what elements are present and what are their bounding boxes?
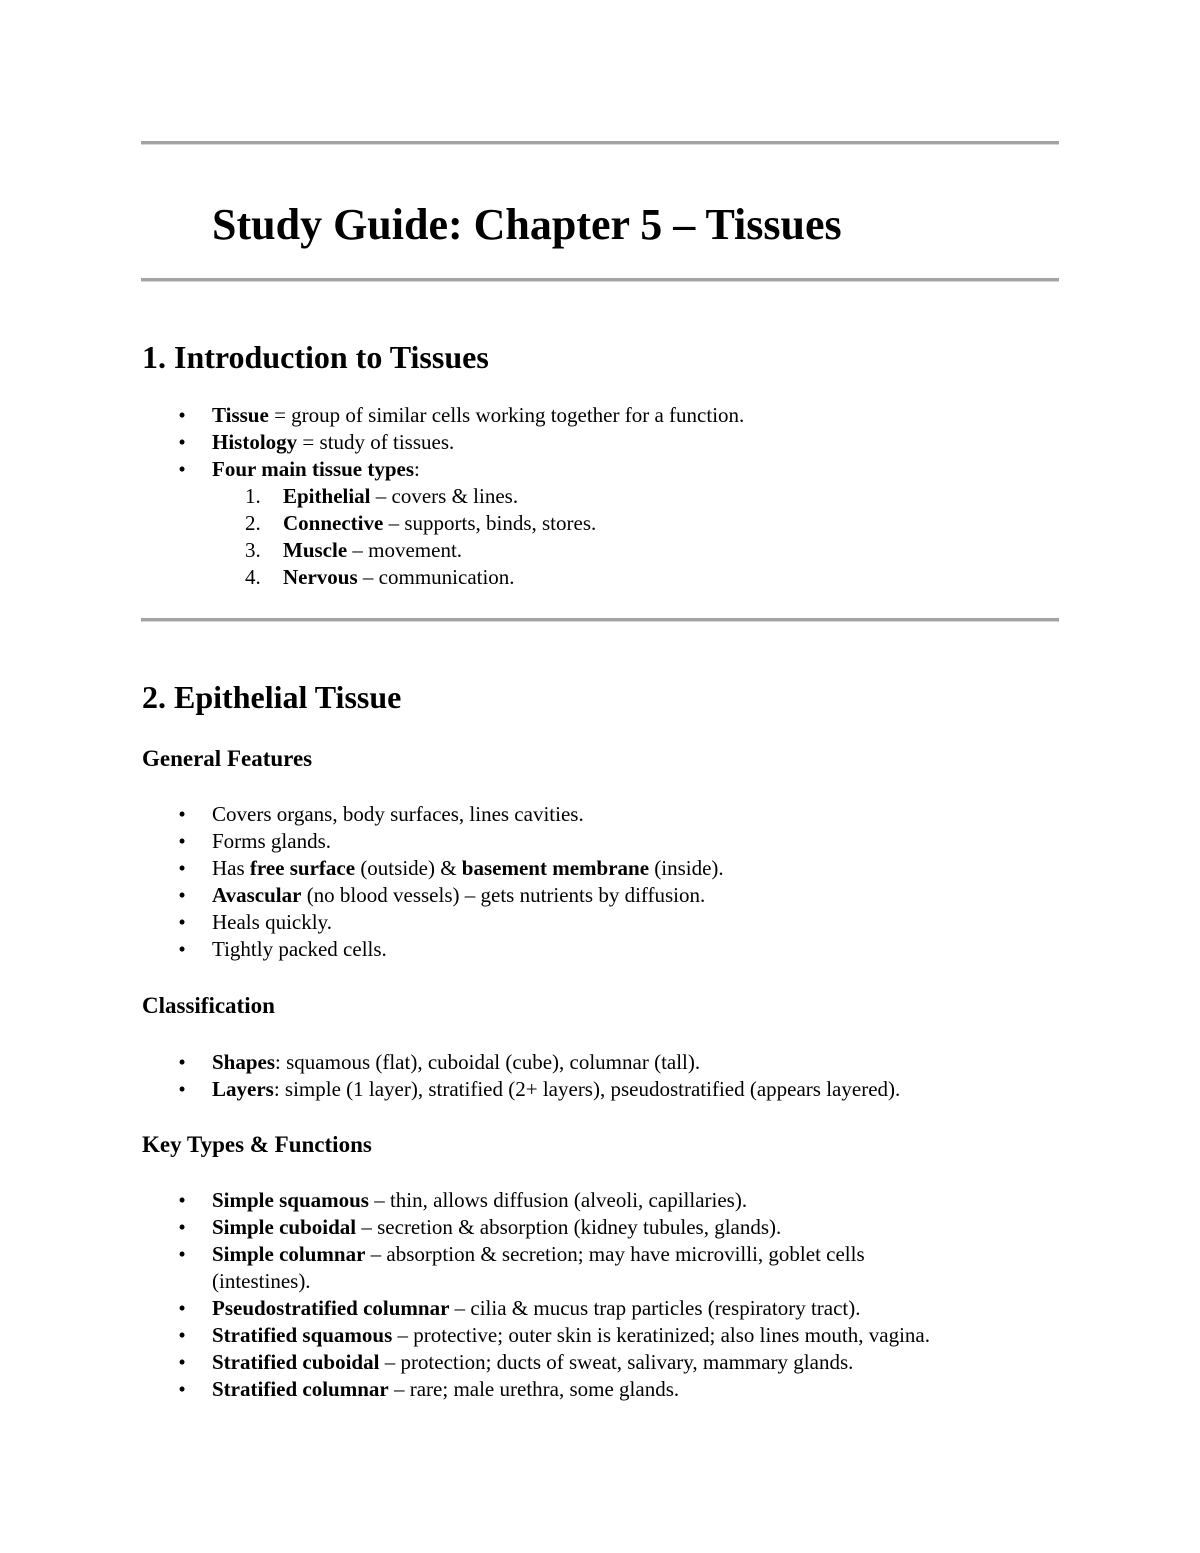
subheading-general-features: General Features [142, 746, 313, 771]
list-item: • Shapes: squamous (flat), cuboidal (cube), columnar (tall). [142, 1049, 1042, 1076]
bullet-icon: • [178, 802, 186, 826]
bullet-icon: • [178, 1350, 186, 1374]
list-item: 1. Epithelial – covers & lines. [245, 484, 519, 508]
list-item: 3. Muscle – movement. [245, 538, 463, 562]
general-features-list [142, 801, 1042, 963]
bullet-icon: • [178, 403, 186, 427]
bullet-icon: • [178, 1050, 186, 1074]
bullet-icon: • [178, 1077, 186, 1101]
list-item: • Tissue = group of similar cells working together for a function. [142, 402, 1042, 429]
list-item: • Covers organs, body surfaces, lines cavities. [142, 801, 1042, 828]
bullet-icon: • [178, 430, 186, 454]
bullet-icon: • [178, 457, 186, 481]
bullet-icon: • [178, 883, 186, 907]
list-item: 2. Connective – supports, binds, stores. [245, 511, 597, 535]
bullet-icon: • [178, 856, 186, 880]
list-item: 4. Nervous – communication. [245, 565, 515, 589]
list-item: • Simple columnar – absorption & secretion; may have microvilli, goblet cells (intestines). [142, 1241, 952, 1295]
bullet-icon: • [178, 1296, 186, 1320]
list-item: • Four main tissue types: 1. Epithelial – covers & lines. 2. Connective – supports, binds, stores. 3. Muscle – movement. 4. Nervous – communication. [142, 456, 1042, 591]
bullet-icon: • [178, 910, 186, 934]
horizontal-rule [141, 278, 1059, 282]
subheading-key-types: Key Types & Functions [142, 1132, 372, 1157]
section-heading-epithelial: 2. Epithelial Tissue [142, 679, 402, 715]
horizontal-rule [141, 141, 1059, 145]
list-item: • Simple cuboidal – secretion & absorption (kidney tubules, glands). [142, 1214, 1022, 1241]
page-title: Study Guide: Chapter 5 – Tissues [212, 200, 842, 249]
list-item: • Stratified columnar – rare; male urethra, some glands. [142, 1376, 1022, 1403]
classification-list [142, 1049, 1042, 1103]
list-item: • Avascular (no blood vessels) – gets nutrients by diffusion. [142, 882, 1042, 909]
list-item: • Simple squamous – thin, allows diffusion (alveoli, capillaries). [142, 1187, 1022, 1214]
tissue-types-list [212, 483, 1042, 591]
list-item: • Has free surface (outside) & basement membrane (inside). [142, 855, 1042, 882]
section-heading-introduction: 1. Introduction to Tissues [142, 339, 489, 375]
horizontal-rule [141, 618, 1059, 622]
key-types-list [142, 1187, 1022, 1403]
list-item: • Tightly packed cells. [142, 936, 1042, 963]
bullet-icon: • [178, 1188, 186, 1212]
list-item: • Histology = study of tissues. [142, 429, 1042, 456]
subheading-classification: Classification [142, 993, 275, 1018]
bullet-icon: • [178, 1323, 186, 1347]
list-item: • Pseudostratified columnar – cilia & mucus trap particles (respiratory tract). [142, 1295, 1022, 1322]
list-item: • Layers: simple (1 layer), stratified (2+ layers), pseudostratified (appears layered). [142, 1076, 1042, 1103]
list-item: • Stratified squamous – protective; outer skin is keratinized; also lines mouth, vagina. [142, 1322, 1022, 1349]
intro-bullet-list [142, 402, 1042, 591]
bullet-icon: • [178, 1215, 186, 1239]
bullet-icon: • [178, 1242, 186, 1266]
bullet-icon: • [178, 1377, 186, 1401]
list-item: • Forms glands. [142, 828, 1042, 855]
list-item: • Heals quickly. [142, 909, 1042, 936]
bullet-icon: • [178, 937, 186, 961]
list-item: • Stratified cuboidal – protection; ducts of sweat, salivary, mammary glands. [142, 1349, 1022, 1376]
bullet-icon: • [178, 829, 186, 853]
